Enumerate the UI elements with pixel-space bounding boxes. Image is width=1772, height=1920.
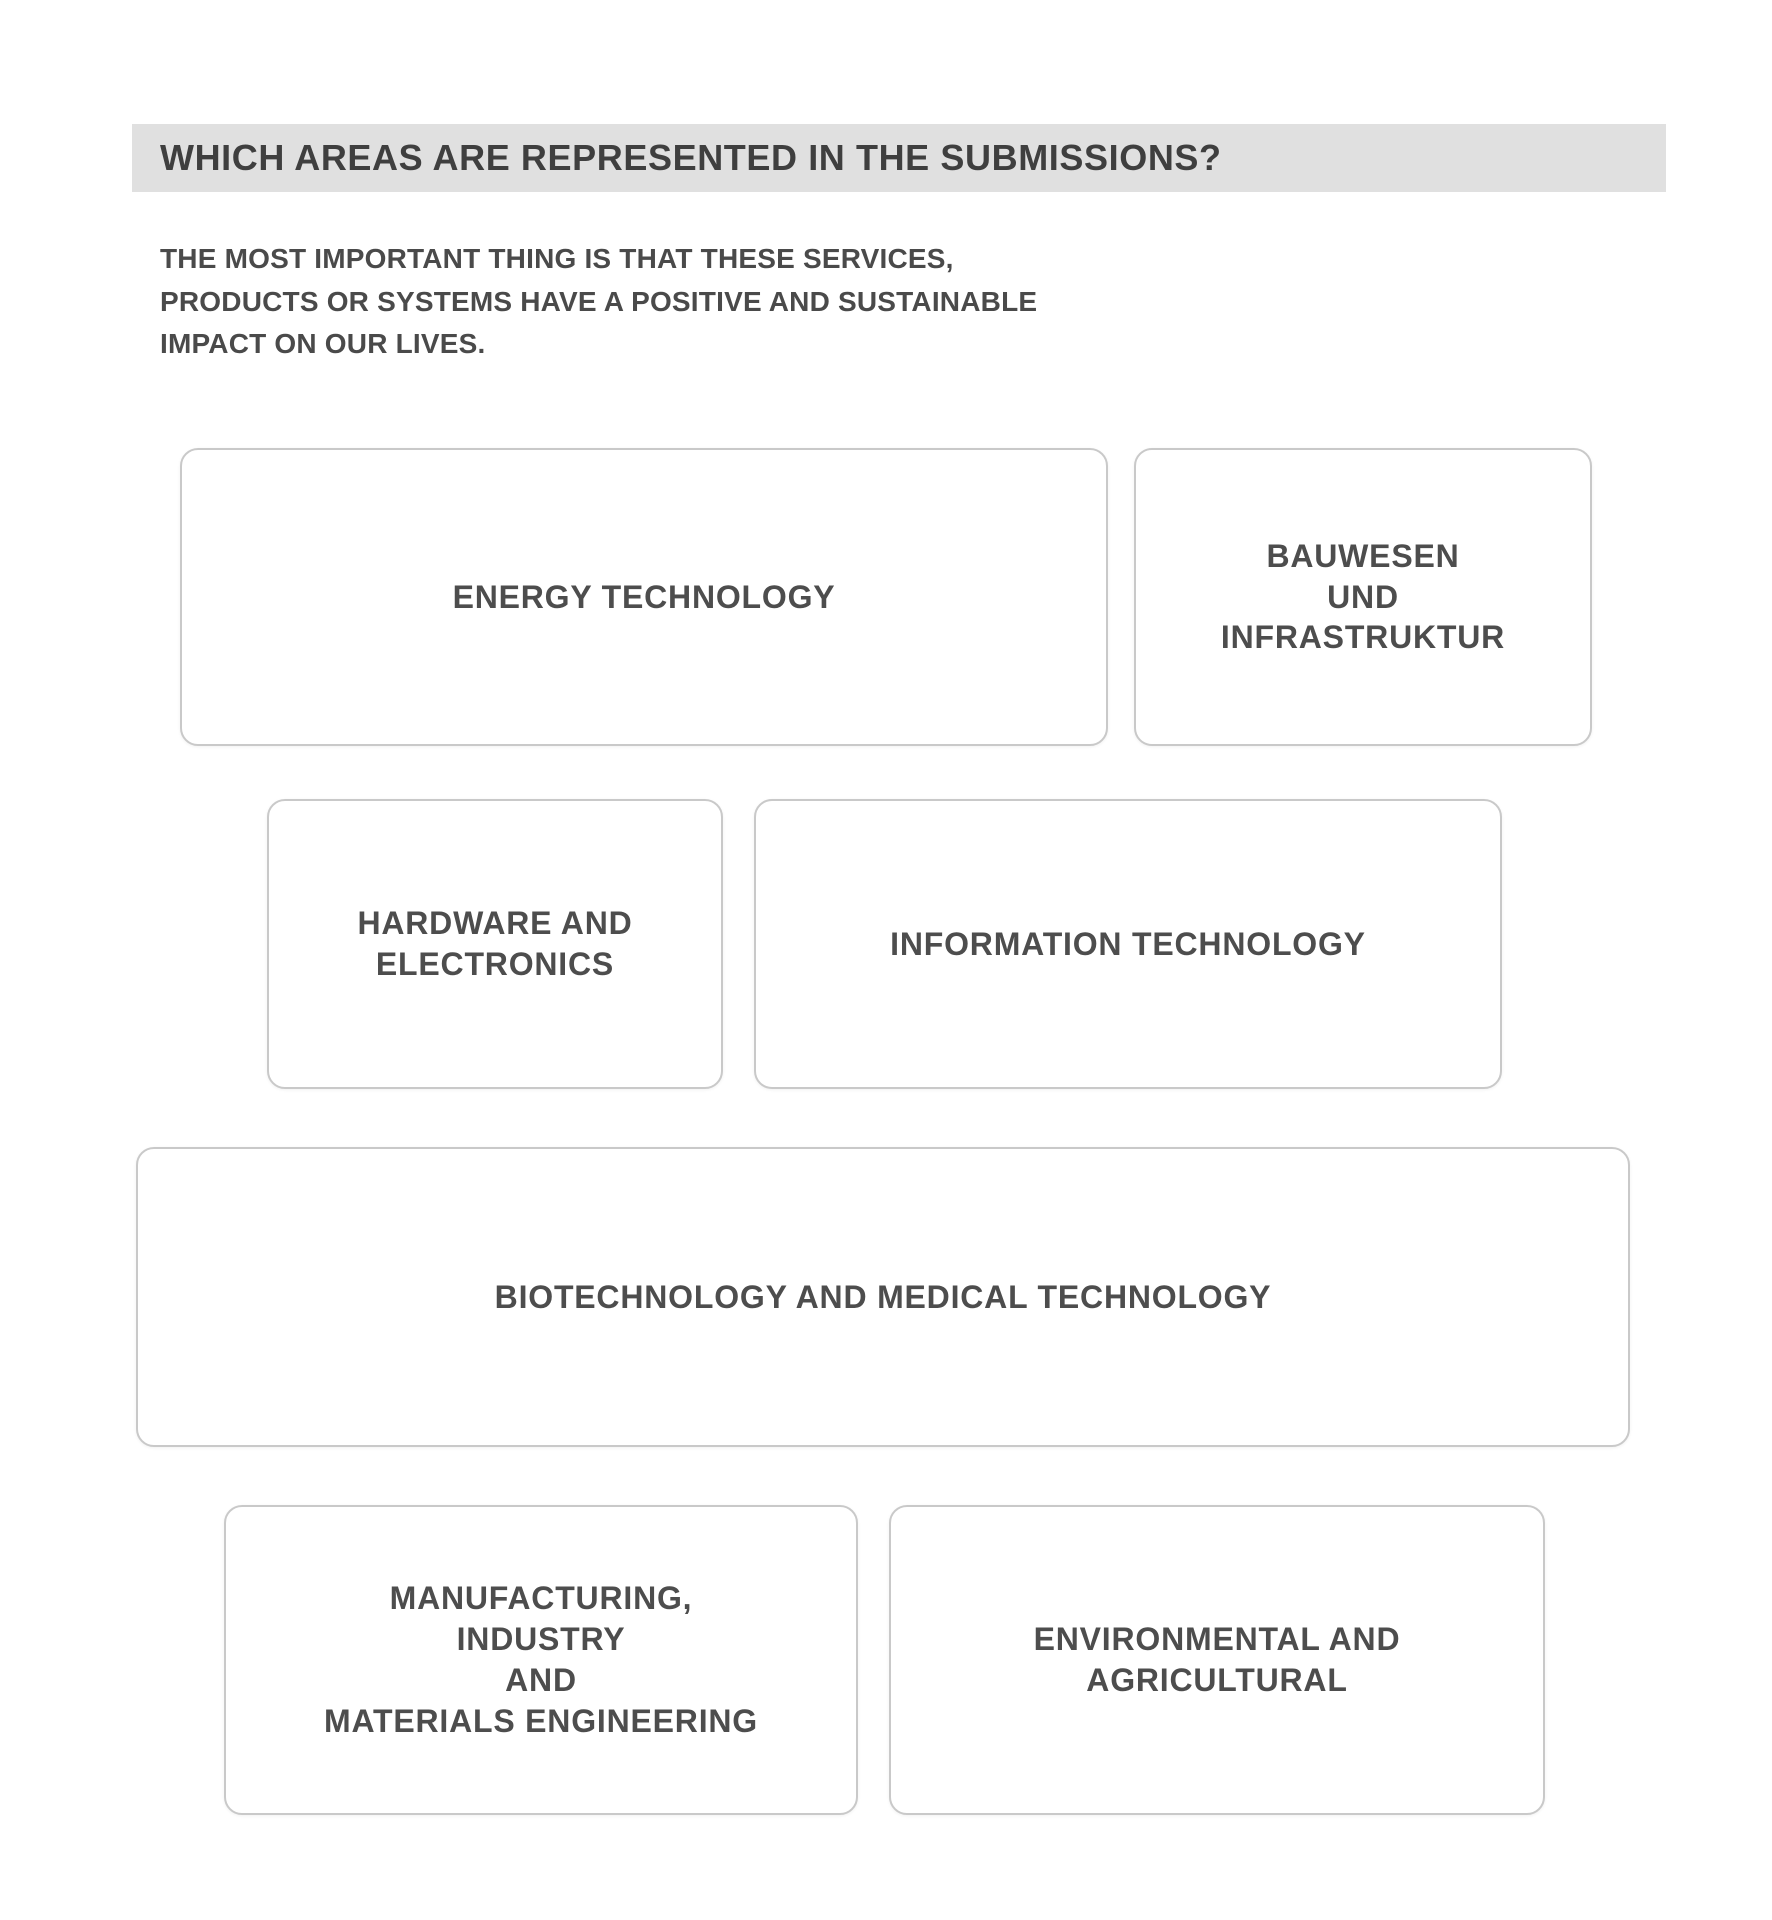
category-box-environmental-and-agricultural[interactable] — [889, 1505, 1545, 1815]
category-label-line: ENVIRONMENTAL AND — [1033, 1621, 1401, 1658]
category-label — [495, 1277, 1272, 1318]
category-label — [1034, 1619, 1401, 1701]
category-label — [1221, 536, 1505, 659]
category-label-line: BAUWESEN — [1266, 537, 1460, 574]
category-box-biotechnology-and-medical-technology[interactable] — [136, 1147, 1630, 1447]
category-box-manufacturing-industry-and-materials-engineering[interactable] — [224, 1505, 858, 1815]
category-label — [357, 903, 632, 985]
subtitle-line-1: THE MOST IMPORTANT THING IS THAT THESE SERVICES, — [160, 243, 954, 274]
category-label-line: AND — [505, 1662, 577, 1698]
subtitle-paragraph — [160, 238, 1410, 366]
category-label-line: AGRICULTURAL — [1086, 1662, 1348, 1698]
category-label-line: BIOTECHNOLOGY AND MEDICAL TECHNOLOGY — [494, 1278, 1272, 1315]
category-label — [890, 924, 1366, 965]
subtitle-line-2: PRODUCTS OR SYSTEMS HAVE A POSITIVE AND SUSTAINABLE — [160, 285, 1038, 317]
category-label-line: INFRASTRUKTUR — [1220, 619, 1506, 656]
page-title: WHICH AREAS ARE REPRESENTED IN THE SUBMISSIONS? — [160, 137, 1222, 178]
category-label-line: HARDWARE AND — [357, 905, 633, 942]
category-label-line: INFORMATION TECHNOLOGY — [890, 925, 1366, 962]
title-banner — [132, 124, 1666, 192]
category-label-line: UND — [1327, 578, 1399, 615]
category-label — [453, 577, 836, 618]
category-label-line: ENERGY TECHNOLOGY — [452, 578, 836, 615]
category-label — [324, 1578, 758, 1742]
category-box-energy-technology[interactable] — [180, 448, 1108, 746]
category-box-hardware-and-electronics[interactable] — [267, 799, 723, 1089]
category-label-line: ELECTRONICS — [375, 946, 615, 982]
category-box-bauwesen-und-infrastruktur[interactable] — [1134, 448, 1592, 746]
category-label-line: MATERIALS ENGINEERING — [323, 1702, 758, 1739]
subtitle-line-3: IMPACT ON OUR LIVES. — [160, 328, 486, 360]
category-label-line: MANUFACTURING, — [389, 1580, 693, 1617]
category-box-information-technology[interactable] — [754, 799, 1502, 1089]
category-label-line: INDUSTRY — [456, 1621, 626, 1658]
